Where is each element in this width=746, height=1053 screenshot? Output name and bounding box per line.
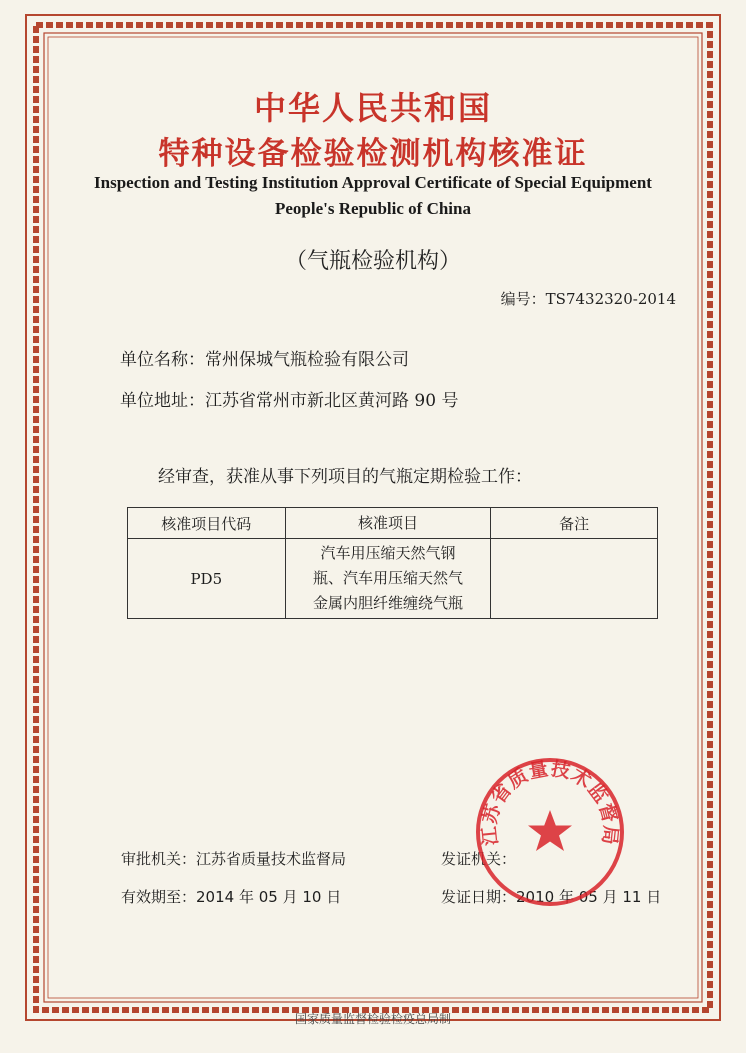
validity-label: 有效期至： xyxy=(121,888,197,906)
item-description-line: 汽车用压缩天然气钢 xyxy=(320,544,456,562)
unit-address-row xyxy=(120,386,458,411)
seal-star-icon xyxy=(528,810,572,851)
issue-date-value: 2010 年 05 月 11 日 xyxy=(516,888,662,906)
issuing-authority-label: 发证机关： xyxy=(441,850,517,868)
issue-date-label: 发证日期： xyxy=(441,888,517,906)
item-description-line: 金属内胆纤维缠绕气瓶 xyxy=(312,594,463,612)
item-description-cell xyxy=(285,539,491,619)
title-chinese-line1: 中华人民共和国 xyxy=(253,89,492,127)
validity-value: 2014 年 05 月 10 日 xyxy=(196,888,342,906)
title-english-line1: Inspection and Testing Institution Approval Certificate of Special Equipment xyxy=(94,173,652,192)
unit-address-value: 江苏省常州市新北区黄河路 90 号 xyxy=(205,391,459,411)
header-item: 核准项目 xyxy=(285,508,491,539)
table-header-row xyxy=(128,508,658,539)
validity-row xyxy=(121,886,341,907)
header-item-code: 核准项目代码 xyxy=(128,508,286,539)
approval-authority-row xyxy=(121,848,346,869)
seal-text: 江苏省质量技术监督局 xyxy=(478,757,622,847)
approval-authority-label: 审批机关： xyxy=(121,850,197,868)
intro-text: 经审查，获准从事下列项目的气瓶定期检验工作： xyxy=(158,467,532,487)
item-remark-cell xyxy=(491,539,658,619)
item-description-line: 瓶、汽车用压缩天然气 xyxy=(312,569,463,587)
unit-name-row xyxy=(120,345,409,370)
approval-authority-value: 江苏省质量技术监督局 xyxy=(196,850,347,868)
unit-address-label: 单位地址： xyxy=(120,391,205,411)
certificate-number: 编号：TS7432320-2014 xyxy=(500,290,676,308)
table-row xyxy=(128,539,658,619)
unit-name-value: 常州保城气瓶检验有限公司 xyxy=(205,350,409,370)
footer-issuer: 国家质量监督检验检疫总局制 xyxy=(294,1012,451,1026)
approved-items-table xyxy=(127,507,658,619)
official-seal xyxy=(470,752,630,912)
certificate-subtitle: （气瓶检验机构） xyxy=(284,249,461,274)
title-chinese-line2: 特种设备检验检测机构核准证 xyxy=(158,136,588,172)
item-code-cell: PD5 xyxy=(128,539,286,619)
title-english-line2: People's Republic of China xyxy=(275,199,471,218)
header-remark: 备注 xyxy=(491,508,658,539)
unit-name-label: 单位名称： xyxy=(120,350,205,370)
